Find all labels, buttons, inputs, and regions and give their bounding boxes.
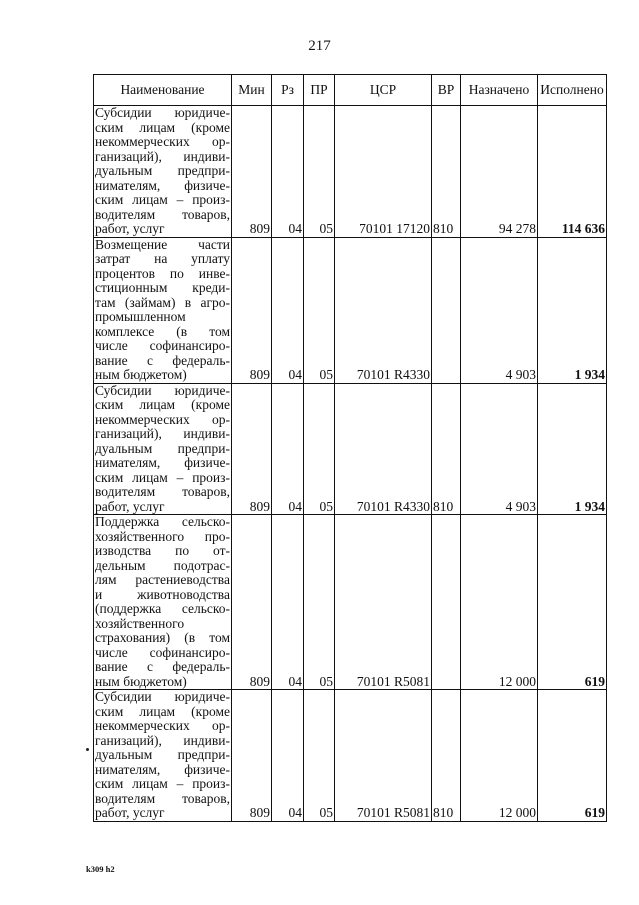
name-line: хозяйственного bbox=[95, 615, 185, 631]
name-line: Субсидии юридиче- bbox=[95, 382, 230, 398]
name-line: изводства по от- bbox=[95, 543, 230, 558]
name-line: работ, услуг bbox=[95, 805, 165, 820]
name-line: вание с федераль- bbox=[95, 352, 230, 368]
name-line: Субсидии юридиче- bbox=[95, 689, 230, 704]
name-line: комплексе (в том bbox=[95, 323, 230, 339]
name-line: нимателям, физиче- bbox=[95, 177, 230, 193]
cell-csr: 70101 R4330 bbox=[335, 237, 432, 383]
name-line: работ, услуг bbox=[95, 498, 165, 514]
name-line: ным бюджетом) bbox=[95, 673, 187, 689]
name-line: ским лицам – произ- bbox=[95, 776, 230, 791]
name-line: числе софинансиро- bbox=[95, 644, 230, 660]
name-line: водителям товаров, bbox=[95, 206, 230, 222]
footer-code: k309 h2 bbox=[86, 864, 115, 874]
cell-rz: 04 bbox=[272, 383, 304, 515]
header-pr: ПР bbox=[304, 75, 335, 106]
cell-min: 809 bbox=[232, 515, 272, 690]
name-line: стиционным креди- bbox=[95, 280, 230, 295]
name-line: ским лицам (кроме bbox=[95, 703, 230, 719]
name-line: некоммерческих ор- bbox=[95, 411, 230, 427]
cell-assigned: 12 000 bbox=[461, 690, 538, 822]
header-vr: ВР bbox=[432, 75, 461, 106]
name-line: водителям товаров, bbox=[95, 484, 230, 499]
cell-executed: 1 934 bbox=[538, 237, 607, 383]
name-line: и животноводства bbox=[95, 586, 230, 602]
name-line: числе софинансиро- bbox=[95, 338, 230, 353]
cell-csr: 70101 17120 bbox=[335, 106, 432, 238]
cell-executed: 1 934 bbox=[538, 383, 607, 515]
name-line: Возмещение части bbox=[95, 236, 230, 252]
name-line: ганизаций), индиви- bbox=[95, 426, 230, 441]
name-line: работ, услуг bbox=[95, 221, 165, 236]
cell-vr: 810 bbox=[432, 383, 461, 515]
name-line: дуальным предпри- bbox=[95, 163, 230, 178]
cell-pr: 05 bbox=[304, 515, 335, 690]
cell-pr: 05 bbox=[304, 237, 335, 383]
cell-rz: 04 bbox=[272, 690, 304, 822]
name-line: страхования) (в том bbox=[95, 630, 230, 645]
name-line: ганизаций), индиви- bbox=[95, 148, 230, 164]
name-line: затрат на уплату bbox=[95, 251, 230, 266]
cell-executed: 619 bbox=[538, 515, 607, 690]
name-line: ским лицам (кроме bbox=[95, 119, 230, 135]
cell-vr: 810 bbox=[432, 106, 461, 238]
cell-csr: 70101 R4330 bbox=[335, 383, 432, 515]
name-line: Субсидии юридиче- bbox=[95, 105, 230, 120]
cell-csr: 70101 R5081 bbox=[335, 690, 432, 822]
name-line: дуальным предпри- bbox=[95, 440, 230, 456]
header-csr: ЦСР bbox=[335, 75, 432, 106]
cell-executed: 619 bbox=[538, 690, 607, 822]
cell-name bbox=[94, 237, 232, 383]
name-line: некоммерческих ор- bbox=[95, 134, 230, 149]
name-line: дуальным предпри- bbox=[95, 747, 230, 762]
table-row bbox=[94, 106, 607, 238]
name-line: там (займам) в агро- bbox=[95, 294, 230, 310]
table-row bbox=[94, 383, 607, 515]
name-line: вание с федераль- bbox=[95, 659, 230, 674]
name-line: лям растениеводства bbox=[95, 572, 230, 587]
cell-assigned: 4 903 bbox=[461, 383, 538, 515]
header-min: Мин bbox=[232, 75, 272, 106]
header-assigned: Назначено bbox=[461, 75, 538, 106]
name-line: дельным подотрас- bbox=[95, 557, 230, 573]
table-row bbox=[94, 237, 607, 383]
name-line: Поддержка сельско- bbox=[95, 514, 230, 529]
name-line: (поддержка сельско- bbox=[95, 601, 230, 616]
table-row bbox=[94, 690, 607, 822]
name-line: нимателям, физиче- bbox=[95, 761, 230, 777]
cell-name bbox=[94, 690, 232, 822]
name-line: некоммерческих ор- bbox=[95, 718, 230, 733]
stray-mark bbox=[86, 748, 89, 751]
cell-name bbox=[94, 106, 232, 238]
cell-rz: 04 bbox=[272, 237, 304, 383]
cell-name bbox=[94, 383, 232, 515]
cell-pr: 05 bbox=[304, 383, 335, 515]
cell-min: 809 bbox=[232, 106, 272, 238]
table-body bbox=[94, 106, 607, 822]
name-line: процентов по инве- bbox=[95, 265, 230, 281]
cell-vr: 810 bbox=[432, 690, 461, 822]
name-line: хозяйственного про- bbox=[95, 528, 230, 544]
cell-min: 809 bbox=[232, 383, 272, 515]
name-line: ганизаций), индиви- bbox=[95, 732, 230, 748]
cell-assigned: 4 903 bbox=[461, 237, 538, 383]
cell-min: 809 bbox=[232, 237, 272, 383]
budget-table bbox=[93, 74, 607, 822]
name-line: ским лицам (кроме bbox=[95, 397, 230, 412]
cell-assigned: 94 278 bbox=[461, 106, 538, 238]
name-line: ским лицам – произ- bbox=[95, 469, 230, 485]
header-rz: Рз bbox=[272, 75, 304, 106]
cell-pr: 05 bbox=[304, 690, 335, 822]
table-row bbox=[94, 515, 607, 690]
page-number: 217 bbox=[308, 38, 331, 54]
cell-name bbox=[94, 515, 232, 690]
cell-rz: 04 bbox=[272, 106, 304, 238]
name-line: промышленном bbox=[95, 309, 186, 324]
table-header-row bbox=[94, 75, 607, 106]
cell-csr: 70101 R5081 bbox=[335, 515, 432, 690]
header-executed: Исполнено bbox=[538, 75, 607, 106]
name-line: ным бюджетом) bbox=[95, 367, 187, 382]
cell-min: 809 bbox=[232, 690, 272, 822]
cell-pr: 05 bbox=[304, 106, 335, 238]
cell-executed: 114 636 bbox=[538, 106, 607, 238]
name-line: водителям товаров, bbox=[95, 790, 230, 806]
header-name: Наименование bbox=[94, 75, 232, 106]
name-line: ским лицам – произ- bbox=[95, 192, 230, 207]
cell-assigned: 12 000 bbox=[461, 515, 538, 690]
name-line: нимателям, физиче- bbox=[95, 455, 230, 470]
cell-vr bbox=[432, 515, 461, 690]
cell-vr bbox=[432, 237, 461, 383]
cell-rz: 04 bbox=[272, 515, 304, 690]
